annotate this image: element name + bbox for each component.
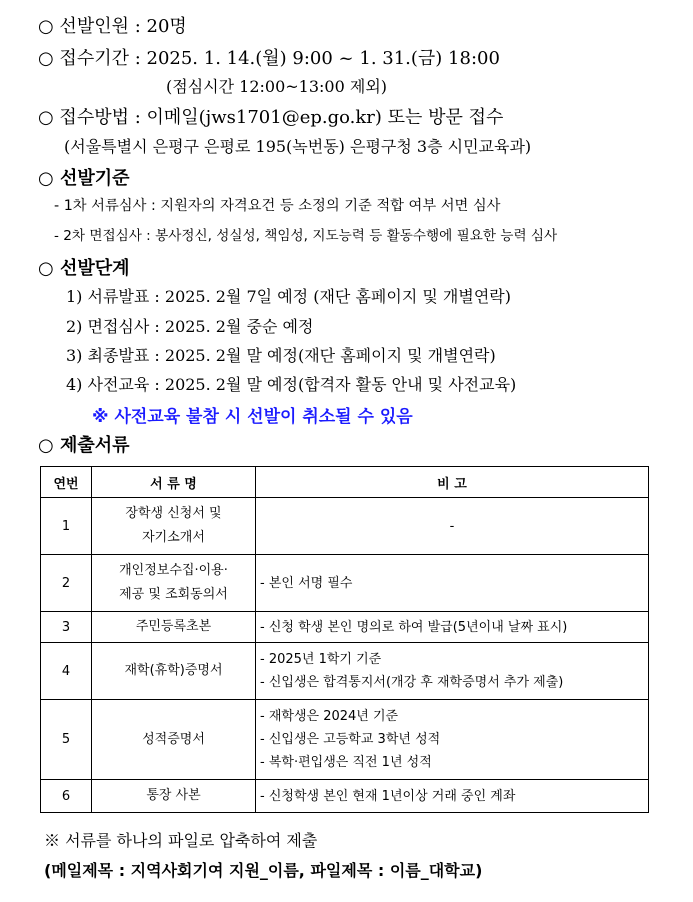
table-row — [41, 612, 649, 643]
row-number: 3 — [41, 612, 92, 643]
row-document-name: 재학(휴학)증명서 — [92, 643, 256, 700]
remark-line: - 2025년 1학기 기준 — [260, 652, 382, 667]
row-number: 5 — [41, 700, 92, 780]
stage-item-4: 4) 사전교육 : 2025. 2월 말 예정(합격자 활동 안내 및 사전교육) — [66, 375, 517, 394]
stage-item-2: 2) 면접심사 : 2025. 2월 중순 예정 — [66, 317, 314, 336]
row-number: 2 — [41, 555, 92, 612]
remark-line: - 신입생은 합격통지서(개강 후 재학증명서 추가 제출) — [260, 675, 564, 690]
criteria-heading: ○ 선발기준 — [38, 168, 130, 189]
documents-table — [40, 466, 649, 813]
office-address: (서울특별시 은평구 은평로 195(녹번동) 은평구청 3층 시민교육과) — [64, 137, 532, 156]
compress-note: ※ 서류를 하나의 파일로 압축하여 제출 — [44, 831, 318, 850]
stage-item-1: 1) 서류발표 : 2025. 2월 7일 예정 (재단 홈페이지 및 개별연락) — [66, 287, 511, 306]
row-remark: - — [256, 498, 649, 555]
table-row — [41, 498, 649, 555]
table-row — [41, 780, 649, 813]
row-remark: - 본인 서명 필수 — [256, 555, 649, 612]
lunch-break-note: (점심시간 12:00~13:00 제외) — [166, 77, 388, 96]
row-document-name: 장학생 신청서 및 자기소개서 — [92, 498, 256, 555]
row-remark: - 신청학생 본인 현재 1년이상 거래 중인 계좌 — [256, 780, 649, 813]
row-number: 1 — [41, 498, 92, 555]
mail-subject-instruction: (메일제목 : 지역사회기여 지원_이름, 파일제목 : 이름_대학교) — [44, 861, 483, 880]
table-row — [41, 643, 649, 700]
remark-line: - 복학·편입생은 직전 1년 성적 — [260, 755, 432, 770]
remark-line: - 재학생은 2024년 기준 — [260, 709, 399, 724]
table-row — [41, 700, 649, 780]
row-remark: - 신청 학생 본인 명의로 하여 발급(5년이내 날짜 표시) — [256, 612, 649, 643]
application-period: ○ 접수기간 : 2025. 1. 14.(월) 9:00 ~ 1. 31.(금) 18:00 — [38, 48, 500, 69]
remark-line: - 신입생은 고등학교 3학년 성적 — [260, 732, 441, 747]
stages-heading: ○ 선발단계 — [38, 258, 130, 279]
criteria-item-2: - 2차 면접심사 : 봉사정신, 성실성, 책임성, 지도능력 등 활동수행에 필요한 능력 심사 — [54, 228, 558, 244]
education-warning: ※ 사전교육 불참 시 선발이 취소될 수 있음 — [92, 407, 413, 427]
application-method: ○ 접수방법 : 이메일(jws1701@ep.go.kr) 또는 방문 접수 — [38, 107, 504, 128]
header-number: 연번 — [41, 467, 92, 498]
header-document-name: 서 류 명 — [92, 467, 256, 498]
row-remarks — [256, 643, 649, 700]
header-remarks: 비 고 — [256, 467, 649, 498]
row-remarks — [256, 700, 649, 780]
row-document-name: 통장 사본 — [92, 780, 256, 813]
table-row — [41, 555, 649, 612]
row-number: 4 — [41, 643, 92, 700]
row-document-name: 개인정보수집·이용· 제공 및 조회동의서 — [92, 555, 256, 612]
stage-item-3: 3) 최종발표 : 2025. 2월 말 예정(재단 홈페이지 및 개별연락) — [66, 346, 496, 365]
documents-heading: ○ 제출서류 — [38, 435, 130, 456]
recruit-count: ○ 선발인원 : 20명 — [38, 16, 187, 37]
row-number: 6 — [41, 780, 92, 813]
criteria-item-1: - 1차 서류심사 : 지원자의 자격요건 등 소정의 기준 적합 여부 서면 심사 — [54, 198, 501, 214]
row-document-name: 주민등록초본 — [92, 612, 256, 643]
row-document-name: 성적증명서 — [92, 700, 256, 780]
table-header-row — [41, 467, 649, 498]
